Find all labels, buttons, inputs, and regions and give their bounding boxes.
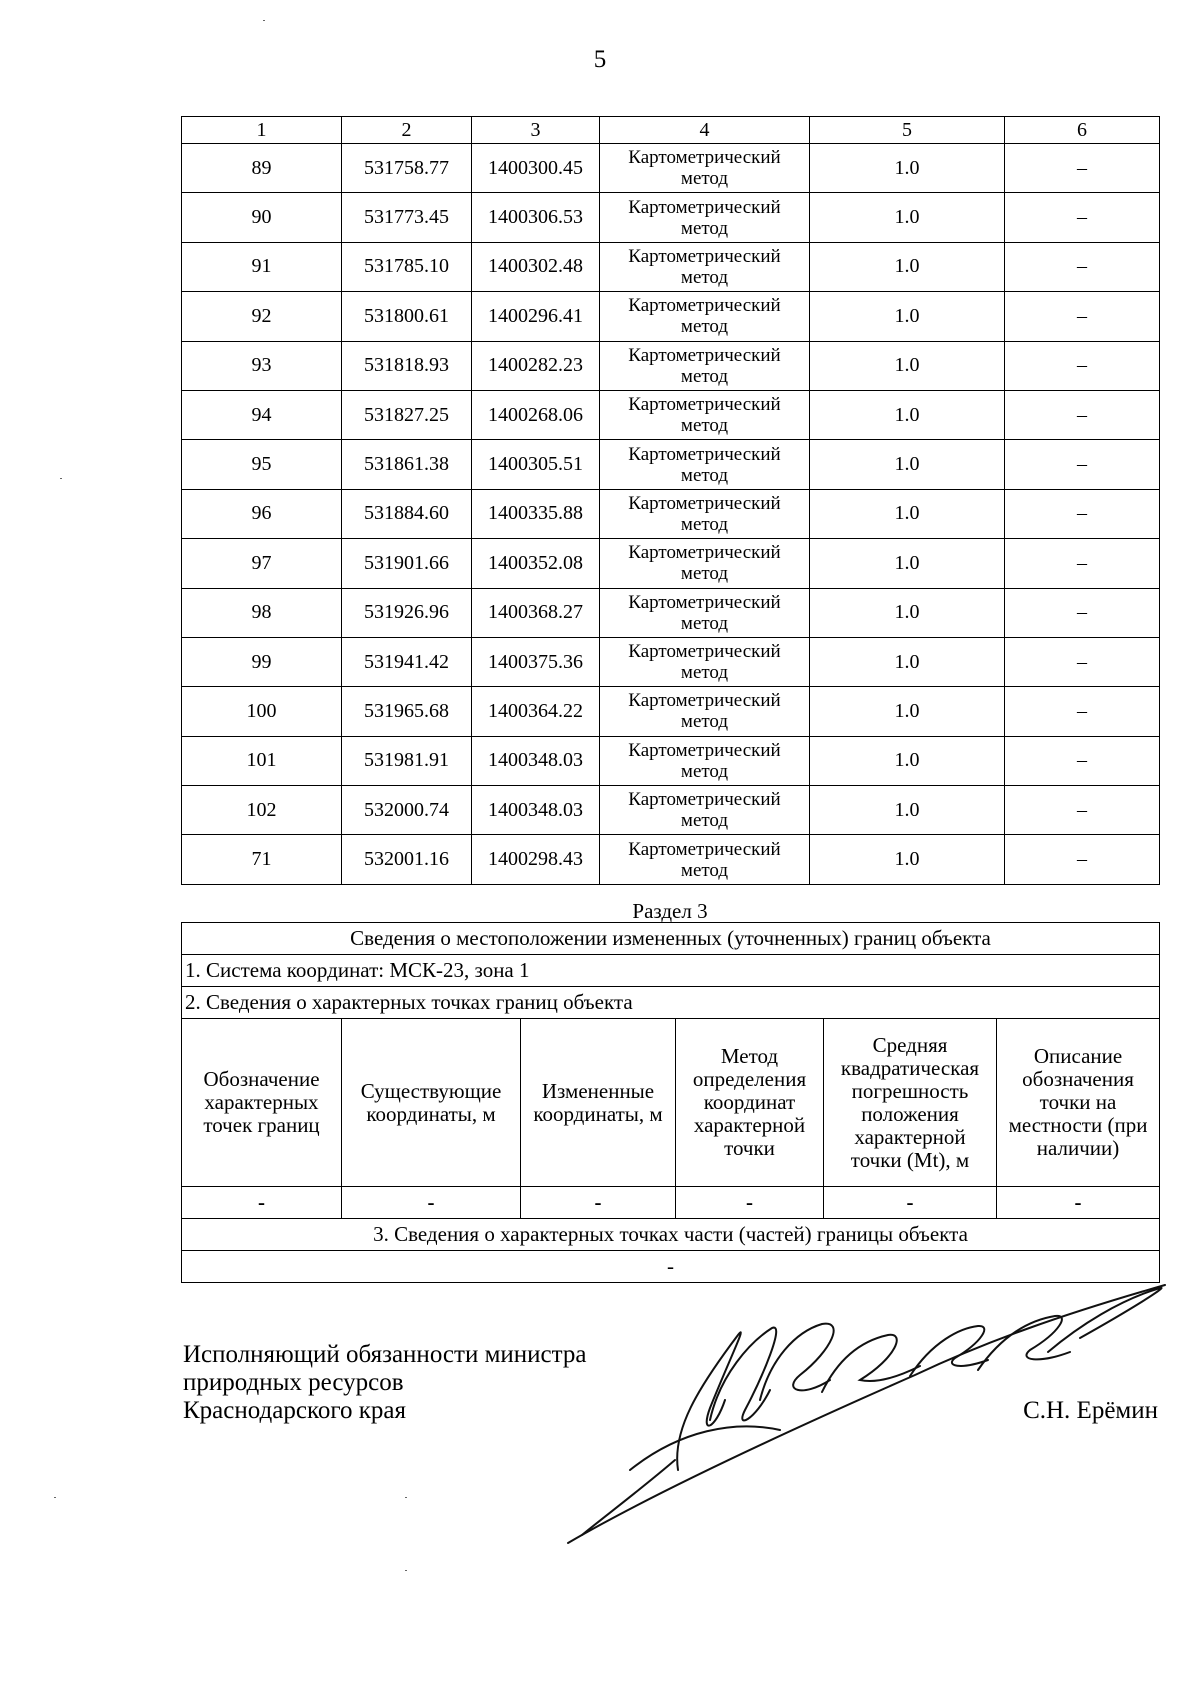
method-cell [600, 390, 810, 439]
description-cell: – [1005, 440, 1160, 489]
method-line: метод [680, 217, 729, 239]
section3-title-row [182, 923, 1160, 955]
table-row [182, 292, 1160, 341]
description-cell: – [1005, 637, 1160, 686]
x-cell: 531827.25 [342, 390, 472, 439]
column-header: 3 [472, 117, 600, 144]
method-line: метод [680, 513, 729, 535]
method-line: Картометрический [628, 690, 781, 712]
y-cell: 1400300.45 [472, 144, 600, 193]
table-row [182, 687, 1160, 736]
method-line: метод [680, 316, 729, 338]
column-header: 1 [182, 117, 342, 144]
empty-cell: - [342, 1187, 521, 1219]
x-cell: 531800.61 [342, 292, 472, 341]
empty-cell: - [824, 1187, 997, 1219]
description-cell: – [1005, 588, 1160, 637]
method-cell [600, 588, 810, 637]
method-cell [600, 687, 810, 736]
table-row [182, 786, 1160, 835]
x-cell: 531758.77 [342, 144, 472, 193]
method-line: метод [680, 859, 729, 881]
page-number: 5 [593, 46, 607, 73]
method-cell [600, 193, 810, 242]
method-line: Картометрический [628, 492, 781, 514]
accuracy-cell: 1.0 [810, 736, 1005, 785]
method-cell [600, 341, 810, 390]
accuracy-cell: 1.0 [810, 539, 1005, 588]
x-cell: 531773.45 [342, 193, 472, 242]
y-cell: 1400296.41 [472, 292, 600, 341]
column-header: 4 [600, 117, 810, 144]
column-header: Измененные координаты, м [521, 1019, 676, 1187]
table-row [182, 637, 1160, 686]
coord-system-row [182, 955, 1160, 987]
scan-speck [405, 1570, 407, 1571]
point-cell: 90 [182, 193, 342, 242]
x-cell: 531981.91 [342, 736, 472, 785]
method-line: метод [680, 266, 729, 288]
y-cell: 1400375.36 [472, 637, 600, 686]
accuracy-cell: 1.0 [810, 588, 1005, 637]
section-label: Раздел 3 [632, 899, 708, 923]
point-cell: 97 [182, 539, 342, 588]
table-row [182, 835, 1160, 884]
y-cell: 1400352.08 [472, 539, 600, 588]
y-cell: 1400298.43 [472, 835, 600, 884]
signatory-title-line: Краснодарского края [183, 1397, 406, 1424]
signatory-title [183, 1341, 586, 1425]
empty-cell: - [521, 1187, 676, 1219]
table-row [182, 390, 1160, 439]
section3-table [181, 922, 1160, 1283]
accuracy-cell: 1.0 [810, 341, 1005, 390]
method-cell [600, 292, 810, 341]
y-cell: 1400302.48 [472, 242, 600, 291]
table-row [182, 440, 1160, 489]
accuracy-cell: 1.0 [810, 390, 1005, 439]
method-line: Картометрический [628, 344, 781, 366]
x-cell: 531818.93 [342, 341, 472, 390]
accuracy-cell: 1.0 [810, 637, 1005, 686]
points-heading: 2. Сведения о характерных точках границ объекта [182, 987, 1160, 1019]
point-cell: 71 [182, 835, 342, 884]
empty-cell: - [997, 1187, 1160, 1219]
method-line: метод [680, 365, 729, 387]
y-cell: 1400335.88 [472, 489, 600, 538]
method-line: Картометрический [628, 789, 781, 811]
method-line: Картометрический [628, 147, 781, 169]
scan-speck [54, 1497, 56, 1498]
x-cell: 531785.10 [342, 242, 472, 291]
column-header: Описание обозначения точки на местности (при наличии) [997, 1019, 1160, 1187]
parts-value-row [182, 1251, 1160, 1283]
table-row [182, 242, 1160, 291]
method-line: Картометрический [628, 245, 781, 267]
method-cell [600, 440, 810, 489]
point-cell: 102 [182, 786, 342, 835]
scan-speck [263, 20, 265, 21]
signatory-title-line: природных ресурсов [183, 1369, 404, 1396]
description-cell: – [1005, 341, 1160, 390]
method-cell [600, 144, 810, 193]
point-cell: 91 [182, 242, 342, 291]
table-row [182, 588, 1160, 637]
y-cell: 1400282.23 [472, 341, 600, 390]
accuracy-cell: 1.0 [810, 292, 1005, 341]
section3-title: Сведения о местоположении измененных (уточненных) границ объекта [182, 923, 1160, 955]
x-cell: 532001.16 [342, 835, 472, 884]
method-line: метод [680, 662, 729, 684]
method-line: Картометрический [628, 295, 781, 317]
section3-empty-row [182, 1187, 1160, 1219]
description-cell: – [1005, 539, 1160, 588]
y-cell: 1400348.03 [472, 786, 600, 835]
scan-speck [405, 1497, 407, 1498]
accuracy-cell: 1.0 [810, 489, 1005, 538]
parts-heading-row [182, 1219, 1160, 1251]
x-cell: 531926.96 [342, 588, 472, 637]
column-header: 5 [810, 117, 1005, 144]
method-line: метод [680, 810, 729, 832]
method-line: метод [680, 464, 729, 486]
y-cell: 1400305.51 [472, 440, 600, 489]
point-cell: 92 [182, 292, 342, 341]
description-cell: – [1005, 786, 1160, 835]
method-line: Картометрический [628, 591, 781, 613]
description-cell: – [1005, 292, 1160, 341]
points-heading-row [182, 987, 1160, 1019]
column-header: Существующие координаты, м [342, 1019, 521, 1187]
method-cell [600, 637, 810, 686]
parts-value: - [182, 1251, 1160, 1283]
x-cell: 531941.42 [342, 637, 472, 686]
accuracy-cell: 1.0 [810, 835, 1005, 884]
coord-system: 1. Система координат: МСК-23, зона 1 [182, 955, 1160, 987]
y-cell: 1400368.27 [472, 588, 600, 637]
point-cell: 99 [182, 637, 342, 686]
column-header: 6 [1005, 117, 1160, 144]
method-line: Картометрический [628, 838, 781, 860]
method-line: Картометрический [628, 739, 781, 761]
signatory-title-line: Исполняющий обязанности министра [183, 1341, 587, 1368]
description-cell: – [1005, 144, 1160, 193]
x-cell: 531901.66 [342, 539, 472, 588]
description-cell: – [1005, 736, 1160, 785]
table-row [182, 341, 1160, 390]
method-cell [600, 242, 810, 291]
accuracy-cell: 1.0 [810, 786, 1005, 835]
description-cell: – [1005, 390, 1160, 439]
signer-name: С.Н. Ерёмин [1023, 1397, 1158, 1424]
x-cell: 531884.60 [342, 489, 472, 538]
section3-column-headers [182, 1019, 1160, 1187]
x-cell: 532000.74 [342, 786, 472, 835]
accuracy-cell: 1.0 [810, 242, 1005, 291]
point-cell: 96 [182, 489, 342, 538]
point-cell: 89 [182, 144, 342, 193]
method-cell [600, 786, 810, 835]
point-cell: 101 [182, 736, 342, 785]
method-line: Картометрический [628, 196, 781, 218]
handwritten-signature [560, 1280, 1180, 1580]
empty-cell: - [182, 1187, 342, 1219]
description-cell: – [1005, 242, 1160, 291]
method-cell [600, 489, 810, 538]
method-line: метод [680, 563, 729, 585]
description-cell: – [1005, 687, 1160, 736]
accuracy-cell: 1.0 [810, 144, 1005, 193]
table-row [182, 539, 1160, 588]
point-cell: 98 [182, 588, 342, 637]
method-line: метод [680, 168, 729, 190]
description-cell: – [1005, 835, 1160, 884]
method-line: Картометрический [628, 443, 781, 465]
table-row [182, 489, 1160, 538]
description-cell: – [1005, 489, 1160, 538]
table-row [182, 144, 1160, 193]
method-cell [600, 736, 810, 785]
description-cell: – [1005, 193, 1160, 242]
method-cell [600, 835, 810, 884]
point-cell: 94 [182, 390, 342, 439]
method-line: Картометрический [628, 394, 781, 416]
method-cell [600, 539, 810, 588]
accuracy-cell: 1.0 [810, 687, 1005, 736]
method-line: Картометрический [628, 542, 781, 564]
coordinates-table [181, 116, 1160, 885]
column-header: Обозначение характерных точек границ [182, 1019, 342, 1187]
x-cell: 531861.38 [342, 440, 472, 489]
table-header-row [182, 117, 1160, 144]
y-cell: 1400364.22 [472, 687, 600, 736]
point-cell: 95 [182, 440, 342, 489]
point-cell: 100 [182, 687, 342, 736]
method-line: метод [680, 760, 729, 782]
method-line: метод [680, 612, 729, 634]
scan-speck [60, 478, 62, 479]
empty-cell: - [676, 1187, 824, 1219]
column-header: Метод определения координат характерной точки [676, 1019, 824, 1187]
parts-heading: 3. Сведения о характерных точках части (частей) границы объекта [182, 1219, 1160, 1251]
y-cell: 1400348.03 [472, 736, 600, 785]
column-header: 2 [342, 117, 472, 144]
x-cell: 531965.68 [342, 687, 472, 736]
accuracy-cell: 1.0 [810, 193, 1005, 242]
method-line: Картометрический [628, 641, 781, 663]
y-cell: 1400306.53 [472, 193, 600, 242]
table-row [182, 193, 1160, 242]
column-header: Средняя квадратическая погрешность положения характерной точки (Mt), м [824, 1019, 997, 1187]
point-cell: 93 [182, 341, 342, 390]
accuracy-cell: 1.0 [810, 440, 1005, 489]
method-line: метод [680, 711, 729, 733]
table-row [182, 736, 1160, 785]
y-cell: 1400268.06 [472, 390, 600, 439]
method-line: метод [680, 415, 729, 437]
